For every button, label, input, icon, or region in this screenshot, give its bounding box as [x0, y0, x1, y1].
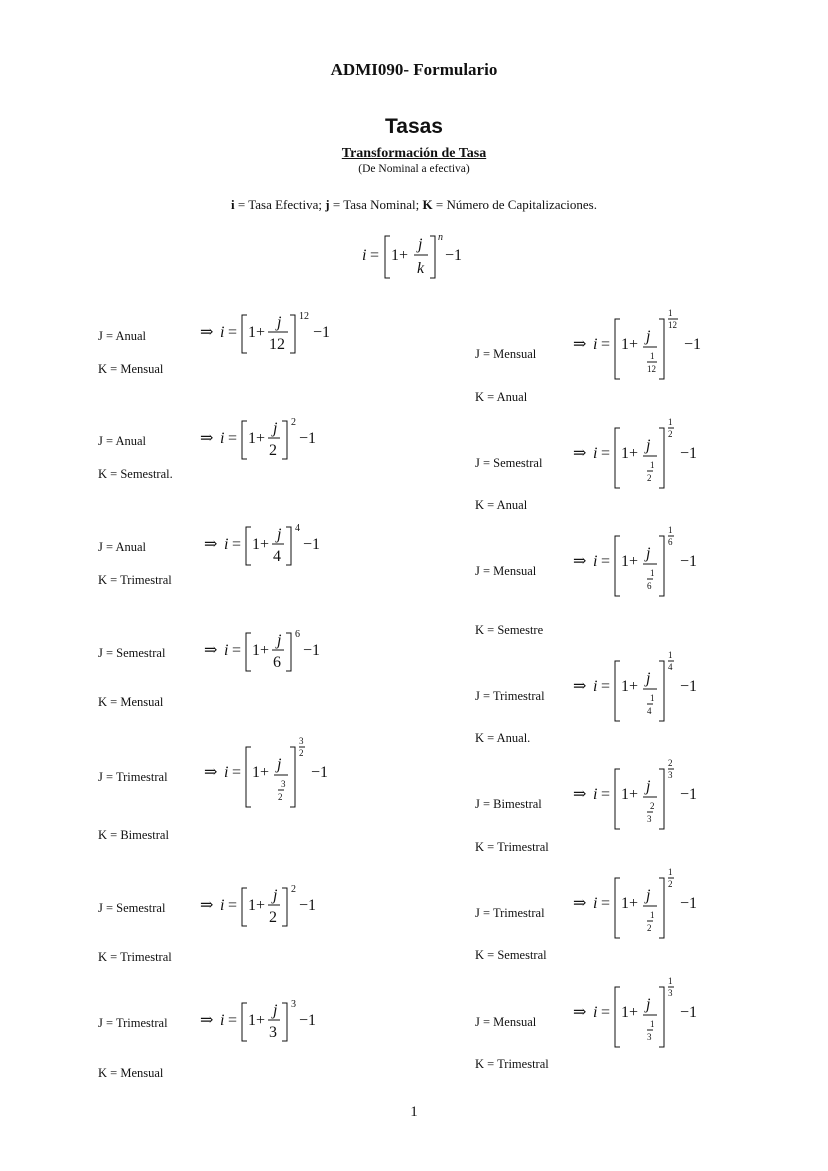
formula-i: i	[220, 430, 225, 447]
formula-i: i	[362, 247, 367, 264]
formula-equals: =	[601, 553, 611, 570]
rate-formula	[573, 977, 723, 1057]
formula-one-plus: 1+	[391, 247, 409, 264]
formula-i: i	[593, 678, 598, 695]
formula-exponent: 12	[299, 311, 309, 322]
formula-one-plus: 1+	[621, 336, 639, 353]
denominator-denominator: 6	[647, 581, 652, 591]
formula-j: j	[277, 632, 282, 649]
formula-minus-one: −1	[313, 324, 331, 341]
formula-denominator: k	[417, 260, 425, 277]
left-bracket	[615, 878, 620, 938]
left-bracket	[246, 747, 251, 807]
j-label: J = Trimestral	[98, 1016, 168, 1030]
implies-arrow: ⇒	[200, 1012, 214, 1029]
formula-one-plus: 1+	[621, 895, 639, 912]
k-label: K = Bimestral	[98, 828, 169, 842]
k-label: K = Trimestral	[98, 950, 172, 964]
denominator-denominator: 2	[647, 923, 652, 933]
left-bracket	[615, 319, 620, 379]
formula-j: j	[646, 328, 651, 345]
rate-formula	[573, 526, 723, 606]
exponent-numerator: 3	[299, 737, 304, 746]
denominator-denominator: 4	[647, 706, 652, 716]
formula-i: i	[220, 1012, 225, 1029]
formula-minus-one: −1	[680, 678, 698, 695]
implies-arrow: ⇒	[573, 336, 587, 353]
formula-equals: =	[232, 642, 242, 659]
denominator-numerator: 3	[281, 779, 286, 789]
document-title: ADMI090- Formulario	[330, 60, 498, 79]
rate-formula	[573, 868, 723, 948]
formula-i: i	[224, 642, 229, 659]
implies-arrow: ⇒	[573, 895, 587, 912]
right-bracket	[659, 878, 664, 938]
implies-arrow: ⇒	[200, 897, 214, 914]
general-formula	[350, 228, 480, 286]
rate-formula	[200, 411, 350, 475]
formula-minus-one: −1	[680, 553, 698, 570]
exponent-numerator: 1	[668, 651, 673, 660]
denominator-numerator: 1	[650, 1019, 655, 1029]
formula-exponent: n	[438, 232, 443, 243]
legend-i-text: = Tasa Efectiva;	[234, 197, 326, 212]
denominator-numerator: 1	[650, 351, 655, 361]
formula-j: j	[418, 236, 423, 253]
formula-j: j	[646, 887, 651, 904]
exponent-denominator: 6	[668, 537, 673, 547]
formula-one-plus: 1+	[248, 430, 266, 447]
right-bracket	[286, 527, 291, 565]
implies-arrow: ⇒	[573, 553, 587, 570]
implies-arrow: ⇒	[204, 536, 218, 553]
formula-equals: =	[232, 536, 242, 553]
formula-equals: =	[228, 430, 238, 447]
formula-one-plus: 1+	[252, 536, 270, 553]
formula-one-plus: 1+	[252, 764, 270, 781]
formula-denominator: 2	[269, 909, 277, 926]
k-label: K = Mensual	[98, 1066, 164, 1080]
k-label: K = Trimestral	[98, 573, 172, 587]
implies-arrow: ⇒	[573, 678, 587, 695]
k-label: K = Mensual	[98, 695, 164, 709]
exponent-numerator: 1	[668, 526, 673, 535]
right-bracket	[290, 747, 295, 807]
legend-k-text: = Número de Capitalizaciones.	[432, 197, 597, 212]
formula-i: i	[593, 445, 598, 462]
subtitle-note: (De Nominal a efectiva)	[358, 163, 470, 175]
exponent-numerator: 1	[668, 977, 673, 986]
right-bracket	[659, 536, 664, 596]
right-bracket	[282, 1003, 287, 1041]
formula-j: j	[646, 778, 651, 795]
j-label: J = Mensual	[475, 564, 537, 578]
legend-j-text: = Tasa Nominal;	[329, 197, 423, 212]
formula-i: i	[220, 897, 225, 914]
formula-i: i	[593, 336, 598, 353]
formula-minus-one: −1	[680, 1004, 698, 1021]
formula-i: i	[224, 536, 229, 553]
exponent-numerator: 2	[668, 759, 673, 768]
formula-j: j	[277, 314, 282, 331]
right-bracket	[659, 661, 664, 721]
right-bracket	[659, 987, 664, 1047]
j-label: J = Semestral	[475, 456, 543, 470]
legend-j-symbol: j	[325, 197, 330, 212]
formula-denominator: 2	[269, 442, 277, 459]
formula-exponent: 6	[295, 629, 300, 640]
formula-minus-one: −1	[684, 336, 702, 353]
implies-arrow: ⇒	[573, 445, 587, 462]
rate-formula	[204, 737, 354, 817]
formula-denominator: 6	[273, 654, 281, 671]
formula-i: i	[593, 786, 598, 803]
left-bracket	[615, 661, 620, 721]
left-bracket	[615, 536, 620, 596]
left-bracket	[242, 1003, 247, 1041]
implies-arrow: ⇒	[573, 1004, 587, 1021]
left-bracket	[246, 527, 251, 565]
formula-one-plus: 1+	[621, 553, 639, 570]
implies-arrow: ⇒	[200, 324, 214, 341]
j-label: J = Mensual	[475, 347, 537, 361]
formula-j: j	[646, 670, 651, 687]
formula-equals: =	[601, 895, 611, 912]
formula-equals: =	[601, 786, 611, 803]
left-bracket	[615, 769, 620, 829]
exponent-numerator: 1	[668, 868, 673, 877]
j-label: J = Anual	[98, 540, 147, 554]
exponent-denominator: 2	[668, 429, 673, 439]
right-bracket	[659, 319, 664, 379]
rate-formula	[573, 309, 723, 389]
variables-legend	[0, 197, 828, 213]
left-bracket	[246, 633, 251, 671]
formula-i: i	[593, 553, 598, 570]
formula-denominator: 12	[269, 336, 285, 353]
left-bracket	[615, 987, 620, 1047]
rate-formula	[573, 418, 723, 498]
formula-i: i	[593, 1004, 598, 1021]
denominator-denominator: 3	[647, 1032, 652, 1042]
formula-minus-one: −1	[445, 247, 463, 264]
formula-minus-one: −1	[299, 897, 317, 914]
rate-formula	[204, 623, 354, 687]
formula-denominator: 4	[273, 548, 281, 565]
right-bracket	[282, 888, 287, 926]
implies-arrow: ⇒	[573, 786, 587, 803]
rate-formula	[204, 517, 354, 581]
formula-one-plus: 1+	[248, 324, 266, 341]
exponent-numerator: 1	[668, 309, 673, 318]
rate-formula	[200, 878, 350, 942]
formula-j: j	[277, 526, 282, 543]
right-bracket	[282, 421, 287, 459]
denominator-numerator: 1	[650, 568, 655, 578]
denominator-denominator: 12	[647, 364, 656, 374]
k-label: K = Anual	[475, 498, 528, 512]
formula-i: i	[220, 324, 225, 341]
formula-j: j	[273, 1002, 278, 1019]
formula-one-plus: 1+	[621, 1004, 639, 1021]
denominator-numerator: 1	[650, 910, 655, 920]
j-label: J = Bimestral	[475, 797, 542, 811]
rate-formula	[573, 759, 723, 839]
formula-j: j	[646, 996, 651, 1013]
j-label: J = Semestral	[98, 646, 166, 660]
formula-minus-one: −1	[299, 1012, 317, 1029]
formula-minus-one: −1	[303, 642, 321, 659]
formula-equals: =	[370, 247, 380, 264]
right-bracket	[290, 315, 295, 353]
formula-j: j	[646, 545, 651, 562]
formula-one-plus: 1+	[621, 678, 639, 695]
formula-minus-one: −1	[299, 430, 317, 447]
j-label: J = Trimestral	[475, 689, 545, 703]
exponent-denominator: 2	[668, 879, 673, 889]
k-label: K = Semestral.	[98, 467, 173, 481]
formula-equals: =	[228, 1012, 238, 1029]
formula-exponent: 4	[295, 523, 300, 534]
exponent-denominator: 3	[668, 770, 673, 780]
exponent-numerator: 1	[668, 418, 673, 427]
right-bracket	[430, 236, 435, 278]
formula-equals: =	[601, 445, 611, 462]
formula-i: i	[224, 764, 229, 781]
left-bracket	[242, 888, 247, 926]
legend-i-symbol: i	[231, 197, 235, 212]
implies-arrow: ⇒	[200, 430, 214, 447]
formula-minus-one: −1	[303, 536, 321, 553]
formula-denominator: 3	[269, 1024, 277, 1041]
j-label: J = Semestral	[98, 901, 166, 915]
formula-one-plus: 1+	[248, 1012, 266, 1029]
denominator-numerator: 1	[650, 693, 655, 703]
k-label: K = Mensual	[98, 362, 164, 376]
left-bracket	[615, 428, 620, 488]
section-title: Tasas	[385, 115, 443, 138]
implies-arrow: ⇒	[204, 764, 218, 781]
formula-i: i	[593, 895, 598, 912]
formula-minus-one: −1	[680, 445, 698, 462]
j-label: J = Anual	[98, 434, 147, 448]
k-label: K = Anual.	[475, 731, 531, 745]
left-bracket	[242, 315, 247, 353]
subtitle-text: Transformación de Tasa	[341, 146, 487, 161]
formula-equals: =	[228, 897, 238, 914]
left-bracket	[385, 236, 390, 278]
j-label: J = Mensual	[475, 1015, 537, 1029]
j-label: J = Trimestral	[98, 770, 168, 784]
formula-equals: =	[601, 1004, 611, 1021]
exponent-denominator: 12	[668, 320, 677, 330]
formula-exponent: 2	[291, 884, 296, 895]
formula-exponent: 2	[291, 417, 296, 428]
right-bracket	[659, 769, 664, 829]
formula-j: j	[273, 420, 278, 437]
k-label: K = Semestral	[475, 948, 547, 962]
formula-one-plus: 1+	[252, 642, 270, 659]
legend-k-symbol: K	[422, 197, 433, 212]
formula-one-plus: 1+	[621, 786, 639, 803]
j-label: J = Trimestral	[475, 906, 545, 920]
denominator-numerator: 1	[650, 460, 655, 470]
k-label: K = Anual	[475, 390, 528, 404]
k-label: K = Semestre	[475, 623, 544, 637]
page-number: 1	[410, 1104, 418, 1120]
formula-minus-one: −1	[680, 786, 698, 803]
formula-one-plus: 1+	[621, 445, 639, 462]
j-label: J = Anual	[98, 329, 147, 343]
subtitle	[0, 146, 828, 162]
formula-equals: =	[601, 336, 611, 353]
formula-one-plus: 1+	[248, 897, 266, 914]
implies-arrow: ⇒	[204, 642, 218, 659]
formula-minus-one: −1	[680, 895, 698, 912]
denominator-denominator: 2	[278, 792, 283, 802]
formula-exponent: 3	[291, 999, 296, 1010]
rate-formula	[200, 993, 350, 1057]
left-bracket	[242, 421, 247, 459]
formula-equals: =	[232, 764, 242, 781]
exponent-denominator: 2	[299, 748, 304, 758]
k-label: K = Trimestral	[475, 840, 549, 854]
denominator-numerator: 2	[650, 801, 655, 811]
k-label: K = Trimestral	[475, 1057, 549, 1071]
right-bracket	[659, 428, 664, 488]
rate-formula	[200, 305, 350, 369]
right-bracket	[286, 633, 291, 671]
denominator-denominator: 3	[647, 814, 652, 824]
formula-minus-one: −1	[311, 764, 329, 781]
rate-formula	[573, 651, 723, 731]
formula-j: j	[273, 887, 278, 904]
exponent-denominator: 4	[668, 662, 673, 672]
formula-j: j	[277, 756, 282, 773]
formula-equals: =	[601, 678, 611, 695]
formula-j: j	[646, 437, 651, 454]
exponent-denominator: 3	[668, 988, 673, 998]
formula-equals: =	[228, 324, 238, 341]
denominator-denominator: 2	[647, 473, 652, 483]
